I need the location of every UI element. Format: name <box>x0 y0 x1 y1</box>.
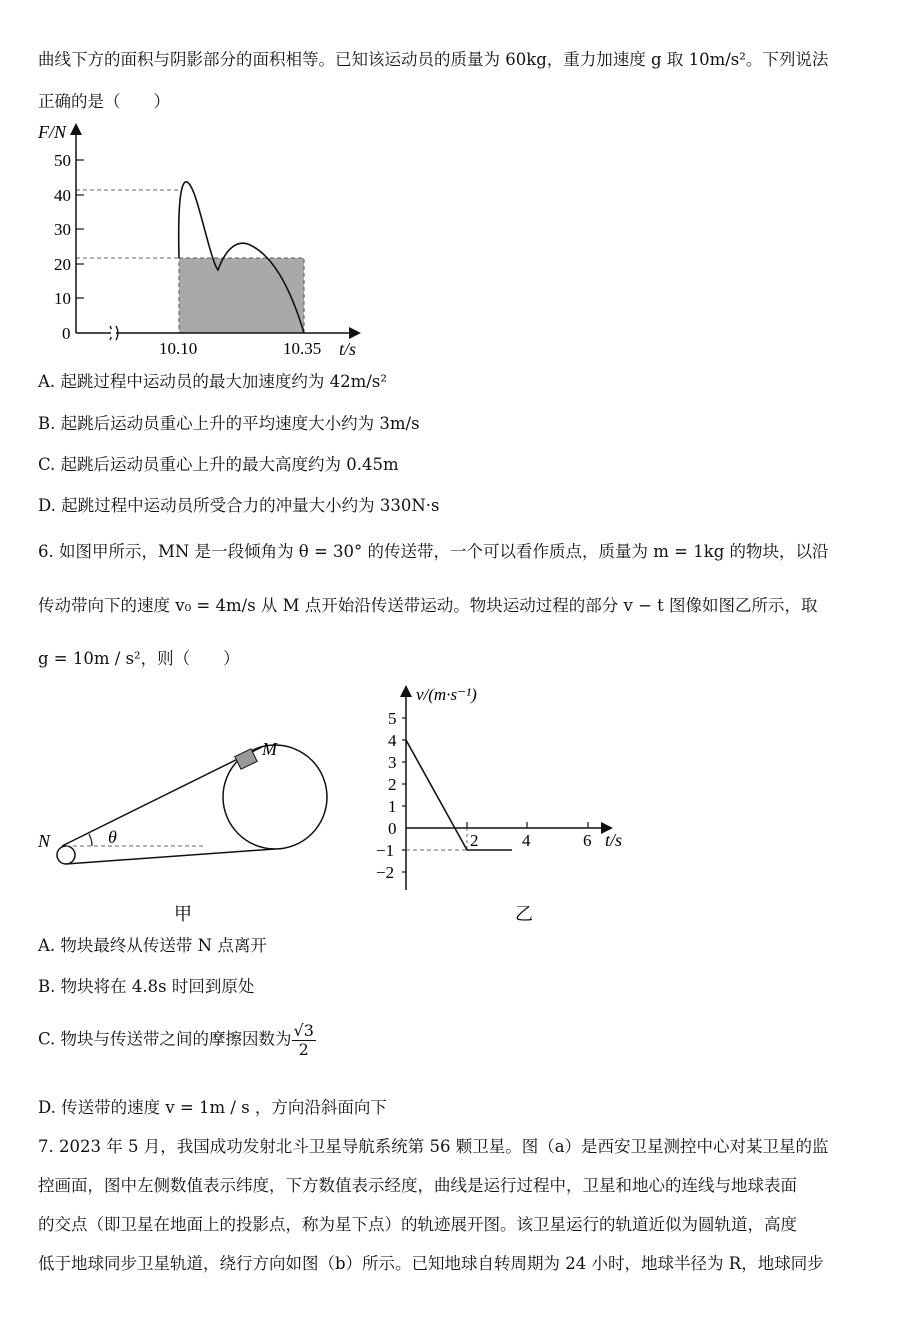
q7-line-4: 低于地球同步卫星轨道，绕行方向如图（b）所示。已知地球自转周期为 24 小时，地球半径为 R，地球同步 <box>38 1254 824 1273</box>
q6-option-c-text: C. 物块与传送带之间的摩擦因数为 <box>38 1029 292 1049</box>
ytick-30: 30 <box>54 220 71 239</box>
q7-line-2: 控画面，图中左侧数值表示纬度，下方数值表示经度，曲线是运行过程中，卫星和地心的连线与地球表面 <box>38 1176 797 1195</box>
small-wheel <box>57 846 75 864</box>
ytick-0: 0 <box>62 324 71 343</box>
chart2-ylabel: v/(m·s⁻¹) <box>416 685 477 704</box>
vtick-1: 1 <box>388 797 397 816</box>
q7-line-1: 7. 2023 年 5 月，我国成功发射北斗卫星导航系统第 56 颗卫星。图（a）是西安卫星测控中心对某卫星的监 <box>38 1137 829 1156</box>
q6-option-d: D. 传送带的速度 v = 1m / s ，方向沿斜面向下 <box>38 1098 387 1117</box>
q7-line-3: 的交点（即卫星在地面上的投影点，称为星下点）的轨迹展开图。该卫星运行的轨道近似为圆轨道，高度 <box>38 1215 797 1234</box>
vtick-neg1: −1 <box>376 841 395 860</box>
conveyor-figure <box>30 735 340 930</box>
q5-option-d: D. 起跳过程中运动员所受合力的冲量大小约为 330N·s <box>38 496 440 515</box>
velocity-time-chart <box>360 678 640 923</box>
q5-option-a: A. 起跳过程中运动员的最大加速度约为 42m/s² <box>38 372 387 391</box>
intro-line-1: 曲线下方的面积与阴影部分的面积相等。已知该运动员的质量为 60kg，重力加速度 g 取 10m/s²。下列说法 <box>38 50 829 69</box>
shaded-area <box>179 258 304 333</box>
label-theta: θ <box>108 827 117 847</box>
ytick-40: 40 <box>54 186 71 205</box>
ytick-50: 50 <box>54 151 71 170</box>
label-m: M <box>262 739 277 759</box>
intro-line-2: 正确的是（ ） <box>38 92 170 111</box>
caption-yi: 乙 <box>515 904 533 923</box>
velocity-line <box>406 740 512 850</box>
sqrt3-over-2-fraction: $\frac{√3}{2}$ <box>293 1021 314 1059</box>
caption-jia: 甲 <box>174 904 192 924</box>
ttick-6: 6 <box>583 831 592 850</box>
vtick-2: 2 <box>388 775 397 794</box>
q5-option-c: C. 起跳后运动员重心上升的最大高度约为 0.45m <box>38 455 399 474</box>
q6-line-2: 传动带向下的速度 v₀ = 4m/s 从 M 点开始沿传送带运动。物块运动过程的部分 v − t 图像如图乙所示，取 <box>38 596 818 615</box>
ttick-4: 4 <box>522 831 531 850</box>
label-n: N <box>38 831 51 851</box>
chart2-xlabel: t/s <box>605 830 623 850</box>
q5-option-b: B. 起跳后运动员重心上升的平均速度大小约为 3m/s <box>38 414 420 433</box>
ttick-2: 2 <box>470 831 479 850</box>
force-time-chart <box>30 118 370 358</box>
vtick-5: 5 <box>388 709 397 728</box>
q6-line-1: 6. 如图甲所示，MN 是一段倾角为 θ = 30° 的传送带，一个可以看作质点，质量为 m = 1kg 的物块，以沿 <box>38 542 829 561</box>
vtick-3: 3 <box>388 753 397 772</box>
chart1-xlabel: t/s <box>339 339 357 358</box>
q6-option-c <box>38 1022 316 1058</box>
chart1-ylabel: F/N <box>38 122 67 142</box>
vtick-4: 4 <box>388 731 397 750</box>
q6-option-a: A. 物块最终从传送带 N 点离开 <box>38 936 267 955</box>
xtick-10-10: 10.10 <box>159 339 198 358</box>
vtick-neg2: −2 <box>376 863 395 882</box>
xtick-10-35: 10.35 <box>283 339 322 358</box>
q6-line-3: g = 10m / s²，则（ ） <box>38 649 240 668</box>
ytick-10: 10 <box>54 289 71 308</box>
vtick-0: 0 <box>388 819 397 838</box>
ytick-20: 20 <box>54 255 71 274</box>
q6-option-b: B. 物块将在 4.8s 时回到原处 <box>38 977 255 996</box>
